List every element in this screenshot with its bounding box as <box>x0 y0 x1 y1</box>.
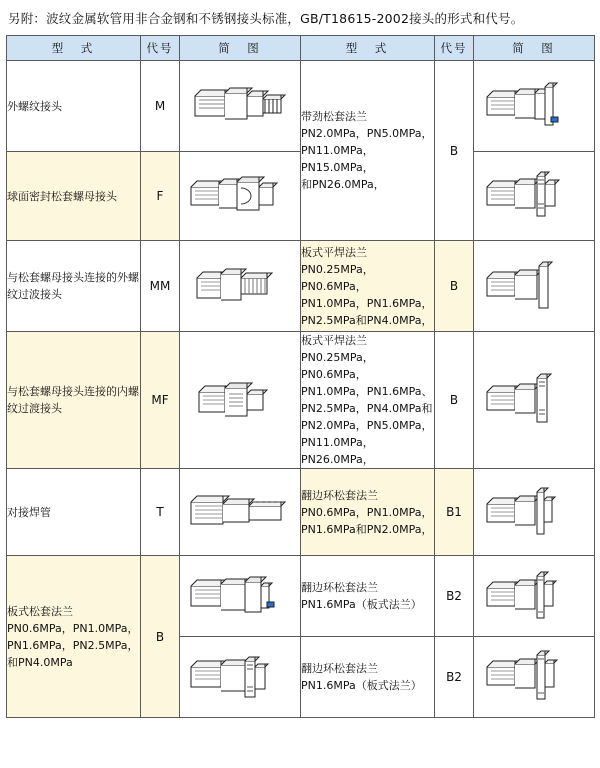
spherical-seal-union-nut-icon <box>181 154 299 238</box>
right-code-4b: B2 <box>435 637 474 718</box>
left-figure-1 <box>180 152 301 241</box>
left-type-1: 球面密封松套螺母接头 <box>7 152 141 241</box>
left-type-0: 外螺纹接头 <box>7 61 141 152</box>
plate-welding-flange-icon <box>475 242 593 330</box>
right-type-4b: 翻边环松套法兰 PN1.6MPa（板式法兰） <box>301 637 435 718</box>
left-type-4: 对接焊管 <box>7 469 141 556</box>
left-code-5: B <box>141 556 180 718</box>
right-code-2: B <box>435 332 474 469</box>
plate-welding-flange-2-icon <box>475 358 593 442</box>
left-figure-5b <box>180 637 301 718</box>
lap-joint-flange-2b-icon <box>475 637 593 717</box>
table-row <box>7 556 595 637</box>
right-code-3: B1 <box>435 469 474 556</box>
left-figure-5a <box>180 556 301 637</box>
left-figure-0 <box>180 61 301 152</box>
table-header-row <box>7 36 595 61</box>
header-type-left: 型 式 <box>7 36 141 61</box>
table-row <box>7 469 595 556</box>
right-figure-4b <box>474 637 595 718</box>
right-type-1: 板式平焊法兰 PN0.25MPa，PN0.6MPa， PN1.0MPa，PN1.6MPa， PN2.5MPa和PN4.0MPa， <box>301 241 435 332</box>
plate-loose-flange-icon-2 <box>181 637 299 717</box>
male-thread-fitting-icon <box>181 63 299 149</box>
page-title: 另附：波纹金属软管用非合金钢和不锈钢接头标准，GB/T18615-2002接头的形式和代号。 <box>8 11 524 26</box>
male-transition-fitting-icon <box>181 242 299 330</box>
right-code-1: B <box>435 241 474 332</box>
butt-weld-pipe-icon <box>181 470 299 554</box>
left-code-0: M <box>141 61 180 152</box>
left-code-1: F <box>141 152 180 241</box>
right-type-4: 翻边环松套法兰 PN1.6MPa（板式法兰） <box>301 556 435 637</box>
ribbed-loose-flange-icon-2 <box>475 154 593 238</box>
header-code-left: 代号 <box>141 36 180 61</box>
right-figure-2 <box>474 332 595 469</box>
right-figure-0a <box>474 61 595 152</box>
left-code-3: MF <box>141 332 180 469</box>
right-type-3: 翻边环松套法兰 PN0.6MPa，PN1.0MPa， PN1.6MPa和PN2.0MPa， <box>301 469 435 556</box>
right-figure-4 <box>474 556 595 637</box>
right-figure-3 <box>474 469 595 556</box>
header-type-right: 型 式 <box>301 36 435 61</box>
left-type-3: 与松套螺母接头连接的内螺纹过渡接头 <box>7 332 141 469</box>
plate-loose-flange-icon <box>181 556 299 636</box>
left-code-4: T <box>141 469 180 556</box>
header-code-right: 代号 <box>435 36 474 61</box>
ribbed-loose-flange-icon <box>475 63 593 149</box>
right-type-2: 板式平焊法兰 PN0.25MPa，PN0.6MPa， PN1.0MPa，PN1.6MPa、 PN2.5MPa，PN4.0MPa和 PN2.0MPa，PN5.0MPa， PN11.0MPa，PN26.0MPa， <box>301 332 435 469</box>
female-transition-fitting-icon <box>181 358 299 442</box>
right-code-0: B <box>435 61 474 241</box>
left-figure-2 <box>180 241 301 332</box>
left-figure-4 <box>180 469 301 556</box>
right-figure-0b <box>474 152 595 241</box>
left-figure-3 <box>180 332 301 469</box>
table-row <box>7 332 595 469</box>
left-type-5: 板式松套法兰 PN0.6MPa，PN1.0MPa， PN1.6MPa，PN2.5MPa， 和PN4.0MPa <box>7 556 141 718</box>
left-type-2: 与松套螺母接头连接的外螺纹过波接头 <box>7 241 141 332</box>
right-code-4: B2 <box>435 556 474 637</box>
left-code-2: MM <box>141 241 180 332</box>
header-figure-right: 简 图 <box>474 36 595 61</box>
lap-joint-flange-2-icon <box>475 556 593 636</box>
table-row <box>7 61 595 152</box>
right-figure-1 <box>474 241 595 332</box>
fitting-types-table <box>6 35 595 718</box>
right-type-0: 带劲松套法兰 PN2.0MPa，PN5.0MPa， PN11.0MPa，PN15.0MPa， 和PN26.0MPa， <box>301 61 435 241</box>
lap-joint-flange-icon <box>475 470 593 554</box>
header-figure-left: 简 图 <box>180 36 301 61</box>
table-row <box>7 241 595 332</box>
